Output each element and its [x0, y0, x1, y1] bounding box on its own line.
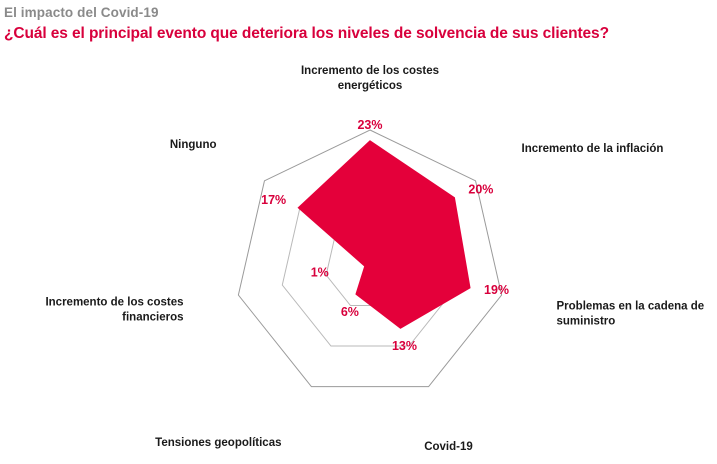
radar-value-label: 6% [340, 305, 359, 320]
radar-value-label: 17% [261, 192, 287, 207]
radar-area [298, 141, 470, 328]
radar-category-label: Tensiones geopolíticas [155, 437, 282, 450]
chart-eyebrow: El impacto del Covid-19 [4, 5, 159, 20]
radar-category-label: Problemas en la cadena de suministro [556, 300, 705, 328]
radar-value-label: 19% [484, 282, 510, 297]
radar-category-label: Incremento de los costes financieros [45, 296, 184, 324]
radar-category-label: Incremento de los costes energéticos [300, 65, 440, 92]
radar-category-label: Covid-19 [424, 441, 473, 454]
radar-value-label: 1% [310, 265, 329, 280]
radar-category-label: Incremento de la inflación [521, 143, 664, 156]
chart-title: ¿Cuál es el principal evento que deteriora los niveles de solvencia de sus clientes? [4, 25, 609, 42]
radar-value-label: 23% [357, 117, 383, 132]
radar-category-label: Ninguno [169, 139, 217, 152]
radar-chart-svg [0, 55, 717, 464]
radar-value-label: 13% [391, 339, 418, 354]
radar-series-polygon [298, 141, 470, 328]
radar-value-label: 20% [468, 182, 494, 197]
radar-chart [0, 55, 717, 464]
